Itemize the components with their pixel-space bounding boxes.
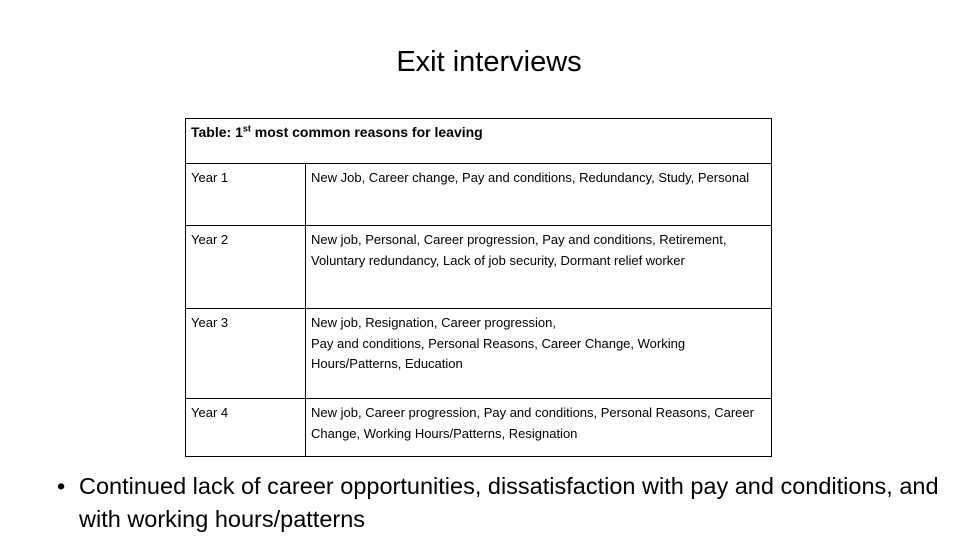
year-cell: Year 3 [186, 309, 306, 399]
year-cell: Year 4 [186, 399, 306, 457]
slide-title: Exit interviews [396, 46, 582, 78]
bullet-item [57, 470, 947, 536]
table-caption [186, 119, 772, 164]
reasons-cell: New job, Personal, Career progression, Pay and conditions, Retirement, Voluntary redundancy, Lack of job security, Dormant relief worker [306, 226, 772, 309]
reasons-cell [306, 309, 772, 399]
year-cell: Year 1 [186, 164, 306, 226]
table-caption-superscript: st [242, 123, 251, 134]
table-caption-row [186, 119, 772, 164]
table-row [186, 309, 772, 399]
reasons-line: New job, Resignation, Career progression, [311, 315, 556, 330]
bullet-text: Continued lack of career opportunities, dissatisfaction with pay and conditions, and with working hours/patterns [79, 473, 939, 532]
reasons-cell: New job, Career progression, Pay and conditions, Personal Reasons, Career Change, Working Hours/Patterns, Resignation [306, 399, 772, 457]
reasons-table [185, 118, 772, 457]
table-row [186, 399, 772, 457]
table-caption-suffix: most common reasons for leaving [250, 124, 483, 140]
table-row [186, 164, 772, 226]
table-caption-prefix: Table: 1 [191, 124, 243, 140]
bullet-marker: • [57, 473, 66, 499]
table-row [186, 226, 772, 309]
year-cell: Year 2 [186, 226, 306, 309]
reasons-cell: New Job, Career change, Pay and conditions, Redundancy, Study, Personal [306, 164, 772, 226]
reasons-line: Pay and conditions, Personal Reasons, Career Change, Working Hours/Patterns, Education [311, 335, 686, 371]
